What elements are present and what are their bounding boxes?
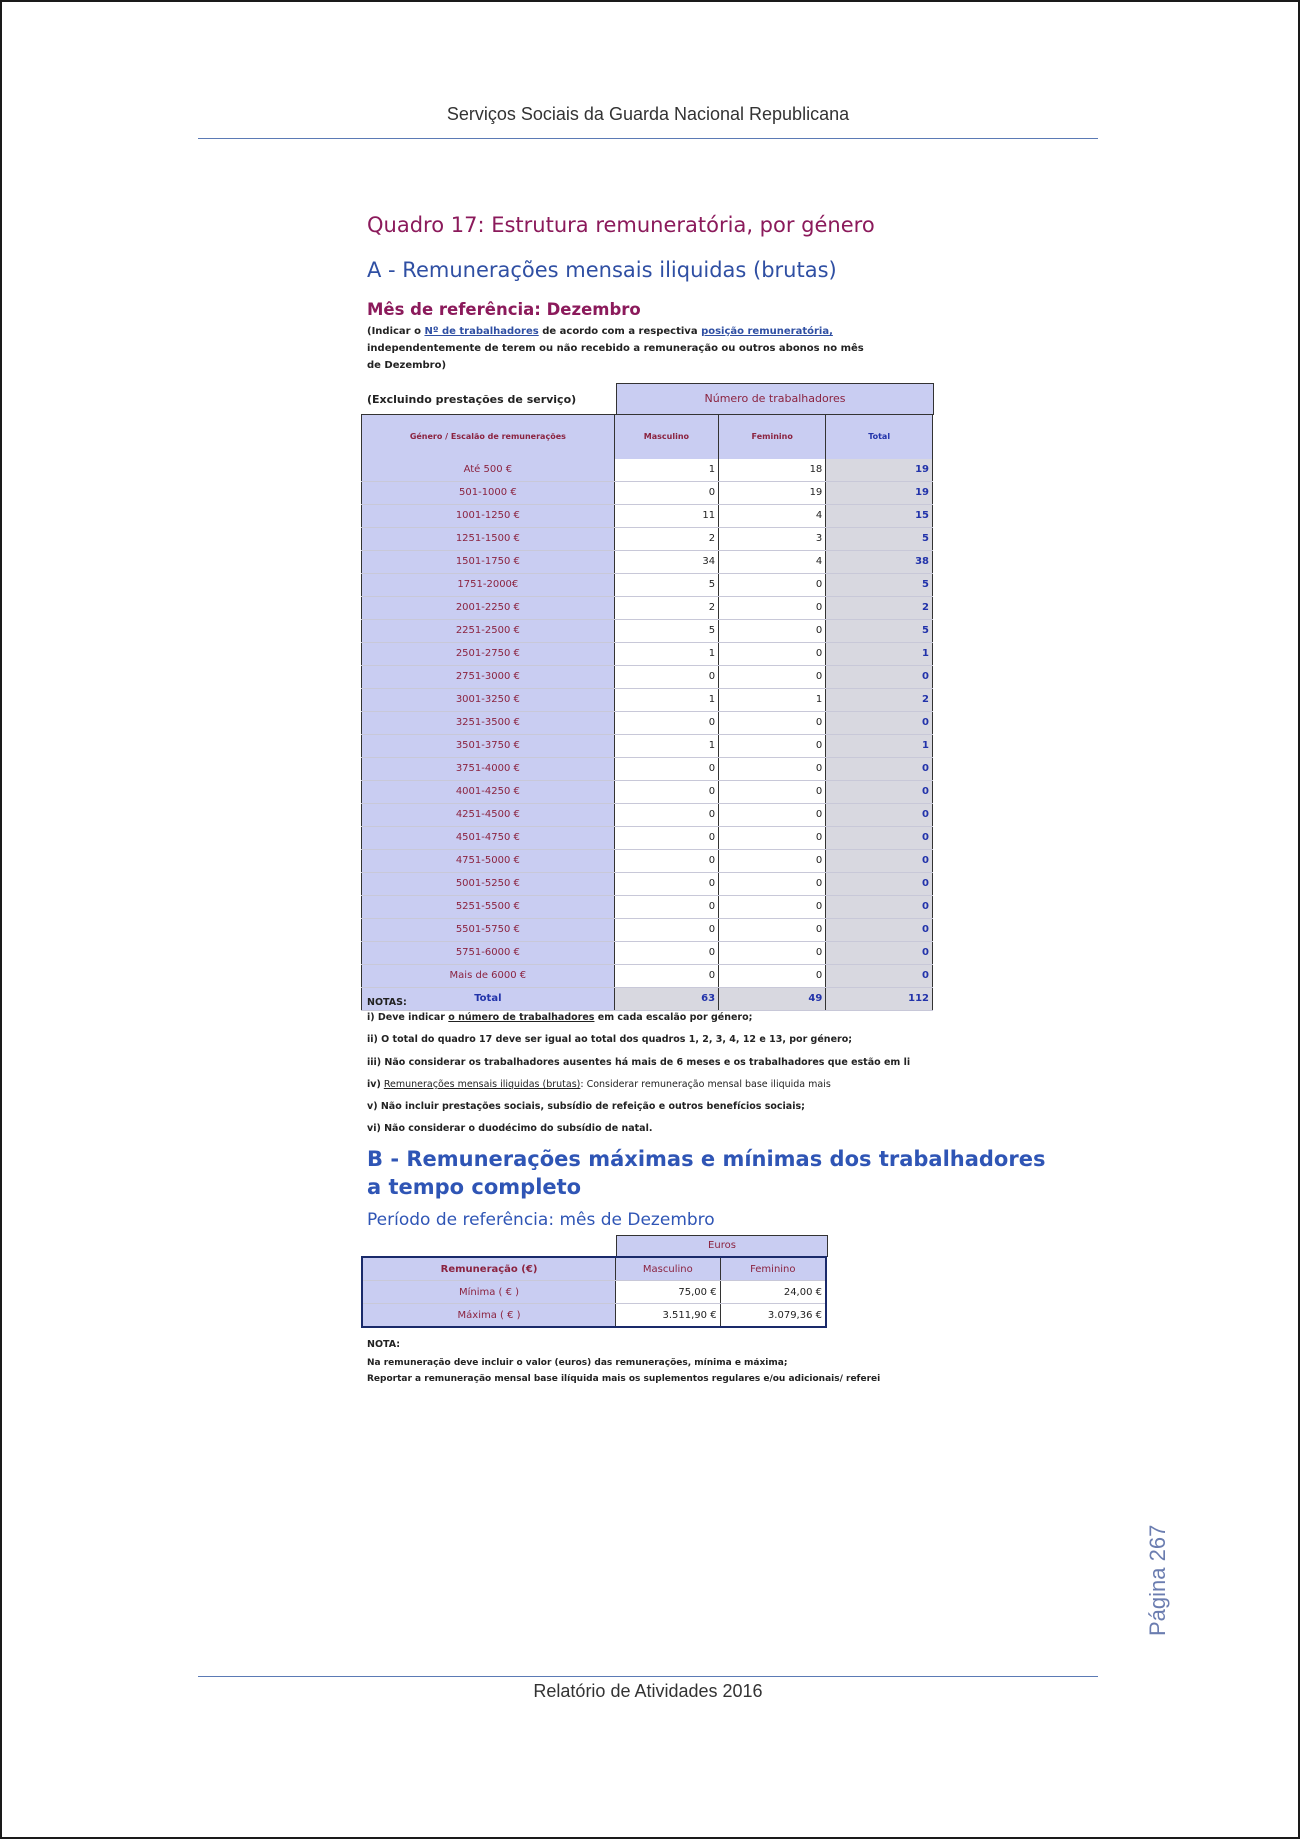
table-row bbox=[362, 803, 933, 826]
nota-4-a: iv) bbox=[367, 1079, 381, 1090]
total-cell: 0 bbox=[826, 941, 933, 964]
table-row bbox=[362, 550, 933, 573]
masculino-cell: 0 bbox=[614, 757, 718, 780]
feminino-cell: 4 bbox=[719, 504, 826, 527]
row-label: 501-1000 € bbox=[362, 481, 615, 504]
table-row bbox=[362, 849, 933, 872]
header-rule bbox=[198, 138, 1098, 139]
notas-title: NOTAS: bbox=[367, 997, 407, 1008]
total-label: Total bbox=[362, 987, 615, 1010]
row-label: 2001-2250 € bbox=[362, 596, 615, 619]
feminino-cell: 0 bbox=[719, 941, 826, 964]
table-row bbox=[362, 734, 933, 757]
masculino-cell: 2 bbox=[614, 527, 718, 550]
col-header-feminino: Feminino bbox=[719, 415, 826, 459]
table-row bbox=[362, 826, 933, 849]
feminino-cell: 3 bbox=[719, 527, 826, 550]
feminino-cell: 0 bbox=[719, 895, 826, 918]
total-cell: 0 bbox=[826, 757, 933, 780]
row-label-minima: Mínima ( € ) bbox=[362, 1281, 616, 1304]
masculino-cell: 0 bbox=[614, 711, 718, 734]
section-b-ref: Período de referência: mês de Dezembro bbox=[367, 1210, 715, 1230]
feminino-cell: 0 bbox=[719, 757, 826, 780]
euros-header: Euros bbox=[616, 1235, 828, 1257]
masculino-cell: 11 bbox=[614, 504, 718, 527]
table-row bbox=[362, 757, 933, 780]
row-label: 4501-4750 € bbox=[362, 826, 615, 849]
desc-part: de acordo com a respectiva bbox=[542, 326, 698, 337]
table-row bbox=[362, 459, 933, 482]
section-b-title-2: a tempo completo bbox=[367, 1175, 582, 1199]
nota-b-title: NOTA: bbox=[367, 1339, 401, 1350]
row-label: 2501-2750 € bbox=[362, 642, 615, 665]
masculino-cell: 0 bbox=[614, 803, 718, 826]
maxima-feminino: 3.079,36 € bbox=[720, 1304, 826, 1328]
row-label: 3501-3750 € bbox=[362, 734, 615, 757]
table-row bbox=[362, 504, 933, 527]
feminino-cell: 0 bbox=[719, 780, 826, 803]
col-header-remuneracao: Remuneração (€) bbox=[362, 1257, 616, 1281]
total-cell: 0 bbox=[826, 780, 933, 803]
row-label: 1001-1250 € bbox=[362, 504, 615, 527]
total-cell: 0 bbox=[826, 964, 933, 987]
table-row bbox=[362, 619, 933, 642]
total-cell: 1 bbox=[826, 734, 933, 757]
table-row bbox=[362, 573, 933, 596]
masculino-cell: 5 bbox=[614, 573, 718, 596]
desc-link-pos: posição remuneratória, bbox=[701, 326, 833, 337]
table-body bbox=[362, 459, 933, 988]
table-row bbox=[362, 895, 933, 918]
feminino-cell: 0 bbox=[719, 872, 826, 895]
desc-link-n: Nº de trabalhadores bbox=[424, 326, 539, 337]
feminino-cell: 0 bbox=[719, 803, 826, 826]
page-footer: Relatório de Atividades 2016 bbox=[533, 1681, 763, 1701]
section-a-desc-line3: de Dezembro) bbox=[367, 360, 447, 371]
feminino-cell: 0 bbox=[719, 573, 826, 596]
row-label: 3251-3500 € bbox=[362, 711, 615, 734]
table-row bbox=[362, 941, 933, 964]
row-label: 3751-4000 € bbox=[362, 757, 615, 780]
row-label: 5001-5250 € bbox=[362, 872, 615, 895]
desc-part: (Indicar o bbox=[367, 326, 421, 337]
feminino-cell: 0 bbox=[719, 849, 826, 872]
total-geral: 112 bbox=[826, 987, 933, 1010]
total-masculino: 63 bbox=[614, 987, 718, 1010]
feminino-cell: 18 bbox=[719, 459, 826, 482]
feminino-cell: 0 bbox=[719, 642, 826, 665]
masculino-cell: 0 bbox=[614, 964, 718, 987]
total-feminino: 49 bbox=[719, 987, 826, 1010]
row-label: 1501-1750 € bbox=[362, 550, 615, 573]
total-cell: 19 bbox=[826, 459, 933, 482]
minima-feminino: 24,00 € bbox=[720, 1281, 826, 1304]
masculino-cell: 5 bbox=[614, 619, 718, 642]
nota-5: v) Não incluir prestações sociais, subsídio de refeição e outros benefícios sociais; bbox=[367, 1101, 805, 1112]
col-header-feminino-b: Feminino bbox=[720, 1257, 826, 1281]
row-label: 4751-5000 € bbox=[362, 849, 615, 872]
total-cell: 2 bbox=[826, 688, 933, 711]
table-row bbox=[362, 918, 933, 941]
minima-masculino: 75,00 € bbox=[616, 1281, 721, 1304]
row-label: 4001-4250 € bbox=[362, 780, 615, 803]
section-a-title: A - Remunerações mensais iliquidas (brutas) bbox=[367, 258, 837, 282]
section-b-title-1: B - Remunerações máximas e mínimas dos trabalhadores bbox=[367, 1147, 1046, 1171]
row-label: 2751-3000 € bbox=[362, 665, 615, 688]
total-cell: 0 bbox=[826, 849, 933, 872]
feminino-cell: 1 bbox=[719, 688, 826, 711]
masculino-cell: 0 bbox=[614, 826, 718, 849]
feminino-cell: 0 bbox=[719, 711, 826, 734]
masculino-cell: 0 bbox=[614, 780, 718, 803]
masculino-cell: 0 bbox=[614, 941, 718, 964]
nota-1 bbox=[367, 1012, 752, 1023]
masculino-cell: 2 bbox=[614, 596, 718, 619]
total-cell: 5 bbox=[826, 527, 933, 550]
nota-4-b: : Considerar remuneração mensal base iliquida mais bbox=[580, 1079, 831, 1090]
masculino-cell: 0 bbox=[614, 872, 718, 895]
masculino-cell: 34 bbox=[614, 550, 718, 573]
nota-4 bbox=[367, 1079, 933, 1090]
total-cell: 2 bbox=[826, 596, 933, 619]
total-cell: 5 bbox=[826, 573, 933, 596]
remuneration-table bbox=[361, 414, 933, 1011]
numero-trabalhadores-header: Número de trabalhadores bbox=[616, 383, 934, 415]
maxima-masculino: 3.511,90 € bbox=[616, 1304, 721, 1328]
nota-3: iii) Não considerar os trabalhadores ausentes há mais de 6 meses e os trabalhadores que estão em li bbox=[367, 1057, 911, 1068]
total-cell: 0 bbox=[826, 803, 933, 826]
total-cell: 1 bbox=[826, 642, 933, 665]
row-label: 4251-4500 € bbox=[362, 803, 615, 826]
col-header-total: Total bbox=[826, 415, 933, 459]
quadro-title: Quadro 17: Estrutura remuneratória, por género bbox=[367, 213, 875, 237]
masculino-cell: 0 bbox=[614, 481, 718, 504]
masculino-cell: 0 bbox=[614, 665, 718, 688]
feminino-cell: 0 bbox=[719, 964, 826, 987]
row-label: 5751-6000 € bbox=[362, 941, 615, 964]
row-label: Mais de 6000 € bbox=[362, 964, 615, 987]
total-cell: 19 bbox=[826, 481, 933, 504]
feminino-cell: 0 bbox=[719, 918, 826, 941]
row-label: 2251-2500 € bbox=[362, 619, 615, 642]
feminino-cell: 0 bbox=[719, 734, 826, 757]
masculino-cell: 0 bbox=[614, 849, 718, 872]
table-row bbox=[362, 711, 933, 734]
min-max-table bbox=[361, 1256, 827, 1328]
nota-b-line-2: Reportar a remuneração mensal base ilíquida mais os suplementos regulares e/ou adicionais/ referei bbox=[367, 1374, 881, 1384]
nota-6: vi) Não considerar o duodécimo do subsídio de natal. bbox=[367, 1123, 653, 1134]
row-label: 1751-2000€ bbox=[362, 573, 615, 596]
row-label: 5501-5750 € bbox=[362, 918, 615, 941]
total-cell: 0 bbox=[826, 665, 933, 688]
table-row bbox=[362, 964, 933, 987]
nota-4-u: Remunerações mensais iliquidas (brutas) bbox=[383, 1079, 581, 1090]
feminino-cell: 0 bbox=[719, 619, 826, 642]
row-label-maxima: Máxima ( € ) bbox=[362, 1304, 616, 1328]
nota-b-line-1: Na remuneração deve incluir o valor (euros) das remunerações, mínima e máxima; bbox=[367, 1358, 788, 1368]
table-row bbox=[362, 596, 933, 619]
table-row bbox=[362, 481, 933, 504]
table-row bbox=[362, 665, 933, 688]
table-row bbox=[362, 780, 933, 803]
col-header-masculino: Masculino bbox=[614, 415, 718, 459]
feminino-cell: 0 bbox=[719, 665, 826, 688]
col-header-escalao: Género / Escalão de remunerações bbox=[362, 415, 615, 459]
feminino-cell: 0 bbox=[719, 596, 826, 619]
nota-1-u: o número de trabalhadores bbox=[448, 1012, 595, 1023]
section-a-ref: Mês de referência: Dezembro bbox=[367, 300, 641, 319]
total-cell: 0 bbox=[826, 711, 933, 734]
total-cell: 0 bbox=[826, 826, 933, 849]
feminino-cell: 4 bbox=[719, 550, 826, 573]
section-a-desc-line2: independentemente de terem ou não recebido a remuneração ou outros abonos no mês bbox=[367, 343, 864, 354]
col-header-masculino-b: Masculino bbox=[616, 1257, 721, 1281]
total-cell: 0 bbox=[826, 895, 933, 918]
total-cell: 38 bbox=[826, 550, 933, 573]
table-row bbox=[362, 688, 933, 711]
masculino-cell: 1 bbox=[614, 459, 718, 482]
excl-note: (Excluindo prestações de serviço) bbox=[367, 393, 577, 406]
table-row bbox=[362, 642, 933, 665]
total-cell: 15 bbox=[826, 504, 933, 527]
row-label: Até 500 € bbox=[362, 459, 615, 482]
nota-1-b: em cada escalão por género; bbox=[597, 1012, 753, 1023]
masculino-cell: 1 bbox=[614, 688, 718, 711]
feminino-cell: 0 bbox=[719, 826, 826, 849]
row-label: 3001-3250 € bbox=[362, 688, 615, 711]
total-cell: 5 bbox=[826, 619, 933, 642]
masculino-cell: 0 bbox=[614, 895, 718, 918]
page-header: Serviços Sociais da Guarda Nacional Republicana bbox=[446, 104, 850, 124]
nota-2: ii) O total do quadro 17 deve ser igual ao total dos quadros 1, 2, 3, 4, 12 e 13, por género; bbox=[367, 1034, 853, 1045]
row-label: 5251-5500 € bbox=[362, 895, 615, 918]
table-row bbox=[362, 872, 933, 895]
nota-1-a: i) Deve indicar bbox=[367, 1012, 445, 1023]
masculino-cell: 1 bbox=[614, 734, 718, 757]
page-number: Página 267 bbox=[1145, 1524, 1170, 1636]
masculino-cell: 0 bbox=[614, 918, 718, 941]
row-label: 1251-1500 € bbox=[362, 527, 615, 550]
total-cell: 0 bbox=[826, 872, 933, 895]
feminino-cell: 19 bbox=[719, 481, 826, 504]
masculino-cell: 1 bbox=[614, 642, 718, 665]
section-a-desc-line1 bbox=[367, 326, 932, 337]
table-row bbox=[362, 527, 933, 550]
footer-rule bbox=[198, 1676, 1098, 1677]
total-cell: 0 bbox=[826, 918, 933, 941]
